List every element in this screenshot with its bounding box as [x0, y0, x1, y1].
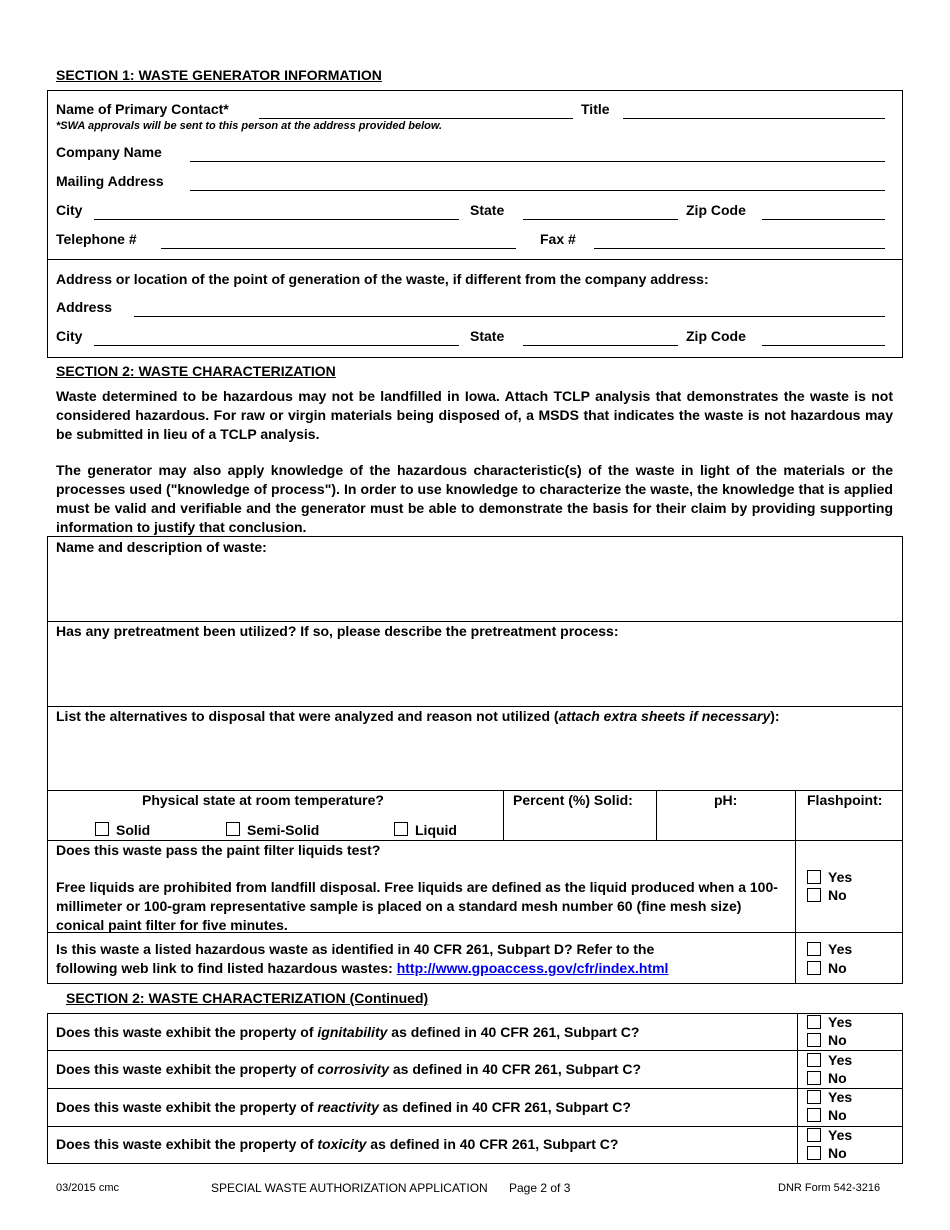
corrosivity-yes-checkbox[interactable]: [807, 1053, 821, 1067]
reactivity-yes-checkbox[interactable]: [807, 1090, 821, 1104]
row-divider: [47, 840, 903, 841]
corrosivity-yes-label: Yes: [828, 1052, 853, 1068]
col-divider: [503, 790, 504, 840]
listed-yes-label: Yes: [828, 941, 853, 957]
listed-waste-question-line2: following web link to find listed hazardous wastes: http://www.gpoaccess.gov/cfr/index.html: [56, 960, 669, 976]
reactivity-no-label: No: [828, 1107, 847, 1123]
zip-code-field[interactable]: [762, 219, 885, 220]
liquid-label: Liquid: [415, 822, 457, 838]
zip-code2-field[interactable]: [762, 345, 885, 346]
state-label: State: [470, 202, 505, 218]
paint-filter-no-checkbox[interactable]: [807, 888, 821, 902]
toxicity-question: Does this waste exhibit the property of toxicity as defined in 40 CFR 261, Subpart C?: [56, 1136, 619, 1152]
section1-title: SECTION 1: WASTE GENERATOR INFORMATION: [56, 67, 382, 83]
hazardous-paragraph: Waste determined to be hazardous may not be landfilled in Iowa. Attach TCLP analysis that demonstrates the waste is not considered hazardous. For raw or virgin materials being disposed of, a MSDS that indicates the waste is not hazardous may be submitted in lieu of a TCLP analysis.: [56, 388, 893, 442]
city-label: City: [56, 202, 83, 218]
toxicity-yes-checkbox[interactable]: [807, 1128, 821, 1142]
row-divider: [47, 706, 903, 707]
address-field[interactable]: [134, 316, 885, 317]
pretreatment-label: Has any pretreatment been utilized? If so, please describe the pretreatment process:: [56, 623, 619, 639]
listed-yes-checkbox[interactable]: [807, 942, 821, 956]
state2-field[interactable]: [523, 345, 678, 346]
percent-solid-label: Percent (%) Solid:: [513, 792, 633, 808]
box-divider: [47, 259, 903, 260]
free-liquids-text: Free liquids are prohibited from landfill disposal. Free liquids are defined as the liquid produced when a 100-millimeter or 100-gram representative sample is placed on a standard mesh number 60 (fine mesh size) conical paint filter for five minutes.: [56, 879, 778, 933]
paint-filter-yes-label: Yes: [828, 869, 853, 885]
row-divider: [47, 1050, 903, 1051]
primary-contact-field[interactable]: [259, 118, 573, 119]
flashpoint-label: Flashpoint:: [807, 792, 883, 808]
ignitability-no-checkbox[interactable]: [807, 1033, 821, 1047]
listed-no-checkbox[interactable]: [807, 961, 821, 975]
ignitability-no-label: No: [828, 1032, 847, 1048]
telephone-field[interactable]: [161, 248, 516, 249]
col-divider: [795, 790, 796, 984]
reactivity-yes-label: Yes: [828, 1089, 853, 1105]
reactivity-no-checkbox[interactable]: [807, 1108, 821, 1122]
toxicity-yes-label: Yes: [828, 1127, 853, 1143]
paint-filter-yes-checkbox[interactable]: [807, 870, 821, 884]
section2-title: SECTION 2: WASTE CHARACTERIZATION: [56, 363, 336, 379]
row-divider: [47, 621, 903, 622]
physical-state-label: Physical state at room temperature?: [142, 792, 384, 808]
name-description-label: Name and description of waste:: [56, 539, 267, 555]
corrosivity-question: Does this waste exhibit the property of corrosivity as defined in 40 CFR 261, Subpart C?: [56, 1061, 642, 1077]
mailing-address-label: Mailing Address: [56, 173, 164, 189]
company-name-label: Company Name: [56, 144, 162, 160]
semi-solid-checkbox[interactable]: [226, 822, 240, 836]
row-divider: [47, 1088, 903, 1089]
gpoaccess-link[interactable]: http://www.gpoaccess.gov/cfr/index.html: [396, 960, 669, 976]
toxicity-no-checkbox[interactable]: [807, 1146, 821, 1160]
city-field[interactable]: [94, 219, 459, 220]
listed-no-label: No: [828, 960, 847, 976]
zip-code2-label: Zip Code: [686, 328, 746, 344]
toxicity-no-label: No: [828, 1145, 847, 1161]
footer-form-title: SPECIAL WASTE AUTHORIZATION APPLICATION: [211, 1181, 488, 1195]
telephone-label: Telephone #: [56, 231, 137, 247]
ph-label: pH:: [714, 792, 738, 808]
address-label: Address: [56, 299, 113, 315]
corrosivity-no-checkbox[interactable]: [807, 1071, 821, 1085]
alternatives-field[interactable]: [56, 729, 891, 787]
zip-code-label: Zip Code: [686, 202, 746, 218]
semi-solid-label: Semi-Solid: [247, 822, 320, 838]
solid-label: Solid: [116, 822, 151, 838]
pretreatment-field[interactable]: [56, 644, 891, 702]
solid-checkbox[interactable]: [95, 822, 109, 836]
fax-label: Fax #: [540, 231, 576, 247]
primary-contact-label: Name of Primary Contact*: [56, 101, 229, 117]
alt-location-heading: Address or location of the point of generation of the waste, if different from the company address:: [56, 271, 709, 287]
footer-date: 03/2015 cmc: [56, 1182, 119, 1194]
corrosivity-no-label: No: [828, 1070, 847, 1086]
col-divider: [797, 1013, 798, 1164]
footer-page: Page 2 of 3: [509, 1181, 571, 1195]
paint-filter-question: Does this waste pass the paint filter liquids test?: [56, 842, 381, 858]
ignitability-yes-label: Yes: [828, 1014, 853, 1030]
company-name-field[interactable]: [190, 161, 885, 162]
listed-waste-question-line1: Is this waste a listed hazardous waste as identified in 40 CFR 261, Subpart D? Refer to the: [56, 941, 655, 957]
ignitability-yes-checkbox[interactable]: [807, 1015, 821, 1029]
title-label: Title: [581, 101, 610, 117]
title-field[interactable]: [623, 118, 885, 119]
section2-continued-title: SECTION 2: WASTE CHARACTERIZATION (Continued): [66, 990, 429, 1006]
state2-label: State: [470, 328, 505, 344]
reactivity-question: Does this waste exhibit the property of reactivity as defined in 40 CFR 261, Subpart C?: [56, 1099, 631, 1115]
state-field[interactable]: [523, 219, 678, 220]
name-description-field[interactable]: [56, 560, 891, 618]
knowledge-paragraph: The generator may also apply knowledge of the hazardous characteristic(s) of the waste in light of the materials or the processes used ("knowledge of process"). In order to use knowledge to characterize the waste, the knowledge that is applied must be valid and verifiable and the generator must be able to demonstrate the basis for their claim by providing supporting information to justify that conclusion.: [56, 462, 893, 535]
fax-field[interactable]: [594, 248, 885, 249]
row-divider: [47, 1126, 903, 1127]
ignitability-question: Does this waste exhibit the property of ignitability as defined in 40 CFR 261, Subpart C?: [56, 1024, 640, 1040]
row-divider: [47, 790, 903, 791]
paint-filter-no-label: No: [828, 887, 847, 903]
mailing-address-field[interactable]: [190, 190, 885, 191]
city2-label: City: [56, 328, 83, 344]
alternatives-label: List the alternatives to disposal that were analyzed and reason not utilized (attach extra sheets if necessary):: [56, 708, 780, 724]
liquid-checkbox[interactable]: [394, 822, 408, 836]
city2-field[interactable]: [94, 345, 459, 346]
footer-form-number: DNR Form 542-3216: [778, 1182, 881, 1194]
col-divider: [656, 790, 657, 840]
swa-note: *SWA approvals will be sent to this person at the address provided below.: [56, 120, 443, 132]
